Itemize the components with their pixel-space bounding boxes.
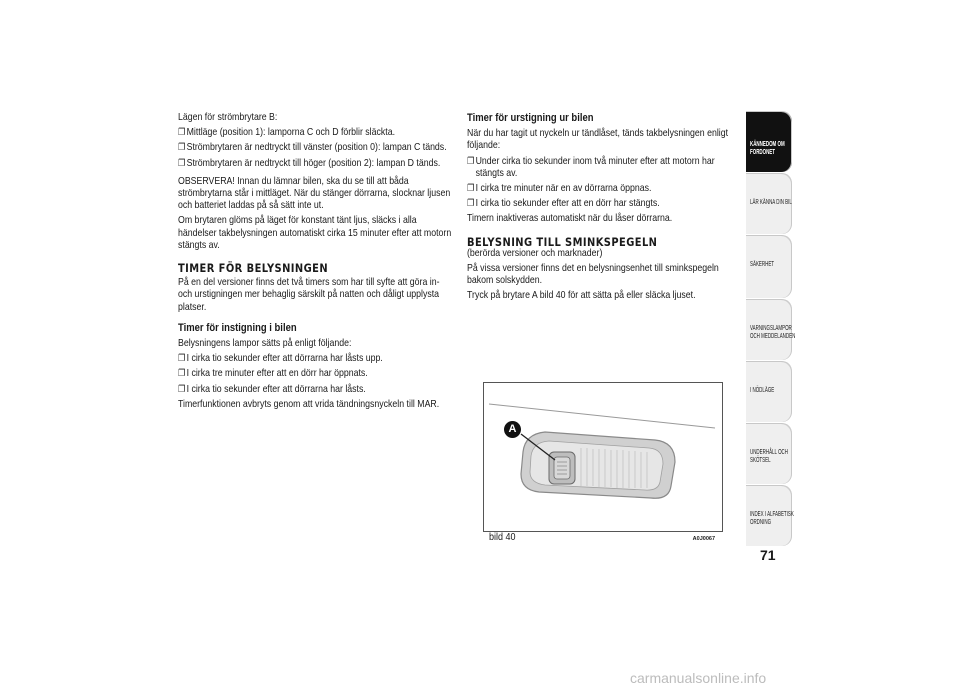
checkbox-bullet-icon: ❐ [178,142,186,154]
tab-sakerhet[interactable]: SÄKERHET [746,236,792,298]
vanity-mirror-light-illustration [483,382,723,532]
list-item: ❐ Strömbrytaren är nedtryckt till höger (position 2): lampan D tänds. [178,157,441,169]
checkbox-bullet-icon: ❐ [467,183,475,195]
figure-code: A0J0067 [692,536,715,542]
tab-index[interactable]: INDEX I ALFABETISK ORDNING [746,486,792,546]
body-paragraph: Timerfunktionen avbryts genom att vrida tändningsnyckeln till MAR. [178,398,440,410]
checkbox-bullet-icon: ❐ [178,383,186,395]
page-number: 71 [760,547,776,563]
list-item: ❐ I cirka tio sekunder efter att dörrarna har låsts upp. [178,353,383,365]
body-paragraph: Tryck på brytare A bild 40 för att sätta på eller släcka ljuset. [467,290,696,302]
note-paragraph: OBSERVERA! Innan du lämnar bilen, ska du se till att båda strömbrytarna står i mittläget. När du stänger dörrarna, slocknar ljusen och batteriet laddas på så sätt inte ut. [178,175,451,212]
checkbox-bullet-icon: ❐ [467,155,475,167]
note-paragraph: Om brytaren glöms på läget för konstant tänt ljus, släcks i alla händelser takbelysningen automatiskt cirka 15 minuter efter att motorn stängts av. [178,215,452,251]
right-column [467,112,740,306]
tab-i-nodlage[interactable]: I NÖDLÄGE [746,362,792,422]
tab-kannedom-om-fordonet[interactable]: KÄNNEDOM OM FORDONET [746,112,792,172]
tab-varningslampor[interactable]: VARNINGSLAMPOR OCH MEDDELANDEN [746,300,792,360]
list-item: ❐ Strömbrytaren är nedtryckt till vänster (position 0): lampan C tänds. [178,142,447,154]
watermark: carmanualsonline.info [630,670,767,686]
left-column [178,112,451,414]
tab-underhall-och-skotsel[interactable]: UNDERHÅLL OCH SKÖTSEL [746,424,792,484]
list-item: ❐ I cirka tio sekunder efter att dörrarna har låsts. [178,383,366,395]
tab-lar-kanna-din-bil[interactable]: LÄR KÄNNA DIN BIL [746,174,792,234]
figure-40 [483,382,723,542]
section-heading: BELYSNING TILL SMINKSPEGELN [467,234,658,249]
checkbox-bullet-icon: ❐ [178,127,186,139]
body-paragraph: Belysningens lampor sätts på enligt följande: [178,338,352,350]
list-item: ❐ I cirka tio sekunder efter att en dörr har stängts. [467,198,660,210]
list-item: ❐ I cirka tre minuter efter att en dörr har öppnats. [178,368,368,380]
list-item: ❐ Mittläge (position 1): lamporna C och D förblir släckta. [178,127,396,139]
section-subtitle: (berörda versioner och marknader) [467,247,603,259]
checkbox-bullet-icon: ❐ [467,198,475,210]
subsection-heading: Timer för instigning i bilen [178,321,297,334]
checkbox-bullet-icon: ❐ [178,157,186,169]
list-item: ❐ I cirka tre minuter när en av dörrarna öppnas. [467,183,652,195]
checkbox-bullet-icon: ❐ [178,353,186,365]
callout-a: A [504,421,521,438]
section-heading: TIMER FÖR BELYSNINGEN [178,261,329,276]
subsection-heading: Timer för urstigning ur bilen [467,112,594,124]
body-paragraph: När du har tagit ut nyckeln ur tändlåset, tänds takbelysningen enligt följande: [467,128,729,152]
figure-caption: bild 40 [489,532,516,543]
switch-intro: Lägen för strömbrytare B: [178,112,278,123]
body-paragraph: På vissa versioner finns det en belysningsenhet till sminkspegeln bakom solskydden. [467,263,719,287]
body-paragraph: På en del versioner finns det två timers som har till syfte att göra in- och urstigningen mer behaglig särskilt på natten och dåligt upplysta platser. [178,277,440,313]
checkbox-bullet-icon: ❐ [178,368,186,380]
list-item: ❐ Under cirka tio sekunder inom två minuter efter att motorn har stängts av. [467,155,715,179]
body-paragraph: Timern inaktiveras automatiskt när du låser dörrarna. [467,213,673,225]
